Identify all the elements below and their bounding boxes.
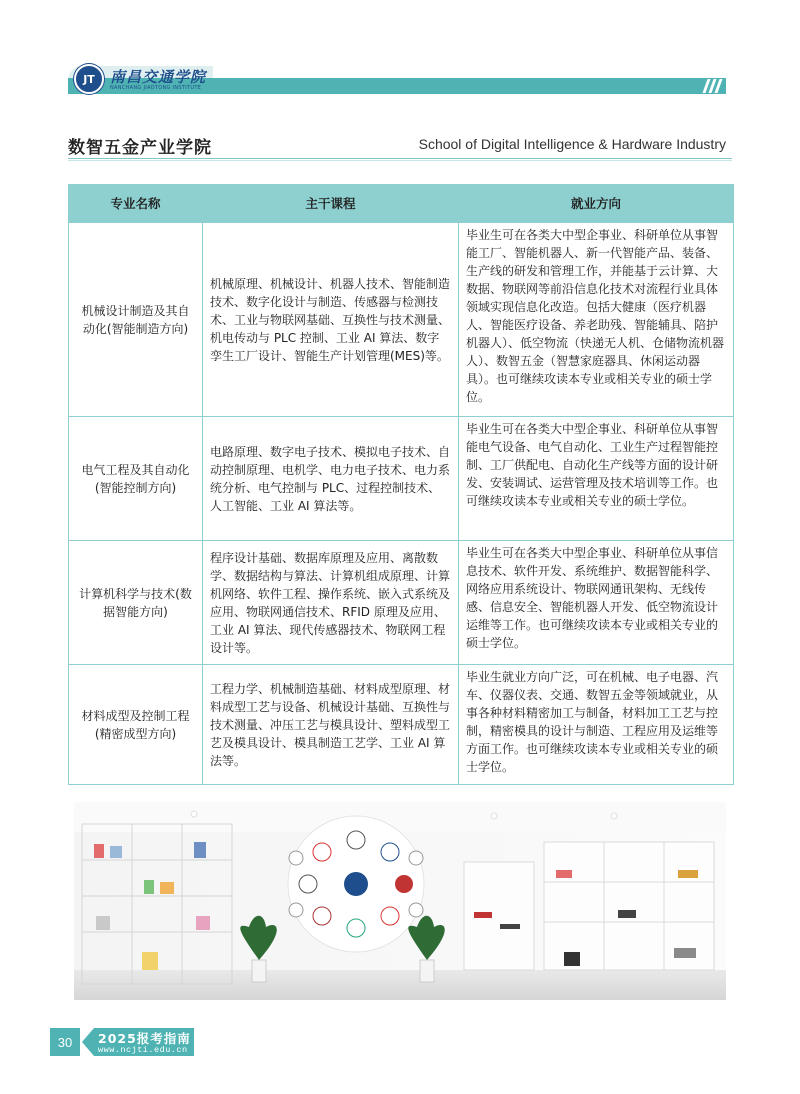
major-name: 材料成型及控制工程(精密成型方向) xyxy=(69,665,203,785)
page-number xyxy=(50,1028,80,1056)
major-courses: 程序设计基础、数据库原理及应用、离散数学、数据结构与算法、计算机组成原理、计算机网络、软件工程、操作系统、嵌入式系统及应用、物联网通信技术、RFID 原理及应用、工业 AI 算法、现代传感器技术、物联网工程设计等。 xyxy=(203,541,459,665)
major-courses: 机械原理、机械设计、机器人技术、智能制造技术、数字化设计与制造、传感器与检测技术、工业与物联网基础、互换性与技术测量、机电传动与 PLC 控制、工业 AI 算法、数字孪生工厂设计、智能生产计划管理(MES)等。 xyxy=(203,223,459,417)
header-stripe-decoration xyxy=(705,79,720,93)
table-row xyxy=(69,665,734,785)
major-career: 毕业生可在各类大中型企事业、科研单位从事信息技术、软件开发、系统维护、数据智能科学、网络应用系统设计、物联网通讯架构、无线传感、信息安全、智能机器人开发、低空物流设计运维等工作。也可继续攻读本专业或相关专业的硕士学位。 xyxy=(459,541,734,665)
brand-logo-wall xyxy=(288,816,424,952)
major-career: 毕业生就业方向广泛，可在机械、电子电器、汽车、仪器仪表、交通、数智五金等领域就业，从事各种材料精密加工与制备，材料加工工艺与控制，精密模具的设计与制造、工程应用及运维等方面工作。也可继续攻读本专业或相关专业的硕士学位。 xyxy=(459,665,734,785)
school-name-english: NANCHANG JIAOTONG INSTITUTE xyxy=(110,85,202,91)
guide-title: 2025报考指南 xyxy=(98,1031,191,1046)
major-courses: 工程力学、机械制造基础、材料成型原理、材料成型工艺与设备、机械设计基础、互换性与技术测量、冲压工艺与模具设计、塑料成型工艺及模具设计、模具制造工艺学、工业 AI 算法等。 xyxy=(203,665,459,785)
majors-table xyxy=(68,184,734,785)
header-major-name: 专业名称 xyxy=(69,185,203,223)
school-name-logo: 南昌交通学院 xyxy=(110,68,207,86)
showroom-photo xyxy=(74,802,726,1000)
website-url: www.ncjti.edu.cn xyxy=(98,1045,188,1055)
title-divider-secondary xyxy=(68,160,732,161)
major-name: 计算机科学与技术(数据智能方向) xyxy=(69,541,203,665)
section-title-english: School of Digital Intelligence & Hardware Industry xyxy=(418,136,726,152)
major-name: 电气工程及其自动化(智能控制方向) xyxy=(69,417,203,541)
title-divider xyxy=(68,158,732,159)
header-core-courses: 主干课程 xyxy=(203,185,459,223)
page-number-text: 30 xyxy=(57,1034,73,1050)
logo-mark: JT xyxy=(83,72,95,86)
major-career: 毕业生可在各类大中型企事业、科研单位从事智能电气设备、电气自动化、工业生产过程智能控制、工厂供配电、自动化生产线等方面的设计研发、安装调试、运营管理及技术培训等工作。也可继续攻读本专业或相关专业的硕士学位。 xyxy=(459,417,734,541)
section-title: 数智五金产业学院 xyxy=(68,138,212,158)
major-career: 毕业生可在各类大中型企事业、科研单位从事智能工厂、智能机器人、新一代智能产品、装备、生产线的研发和管理工作，并能基于云计算、大数据、物联网等前沿信息化技术对流程行业具体领域实现信息化改造。包括大健康（医疗机器人、智能医疗设备、养老助残、智能辅具、陪护机器人）、低空物流（快递无人机、仓储物流机器人）、数智五金（智慧家庭器具、休闲运动器具）。也可继续攻读本专业或相关专业的硕士学位。 xyxy=(459,223,734,417)
school-logo-icon xyxy=(74,64,104,94)
header-career-direction: 就业方向 xyxy=(459,185,734,223)
table-row xyxy=(69,541,734,665)
major-courses: 电路原理、数字电子技术、模拟电子技术、自动控制原理、电机学、电力电子技术、电力系统分析、电气控制与 PLC、过程控制技术、人工智能、工业 AI 算法等。 xyxy=(203,417,459,541)
table-header-row xyxy=(69,185,734,223)
table-row xyxy=(69,417,734,541)
table-row xyxy=(69,223,734,417)
showroom-illustration xyxy=(74,802,726,1000)
major-name: 机械设计制造及其自动化(智能制造方向) xyxy=(69,223,203,417)
